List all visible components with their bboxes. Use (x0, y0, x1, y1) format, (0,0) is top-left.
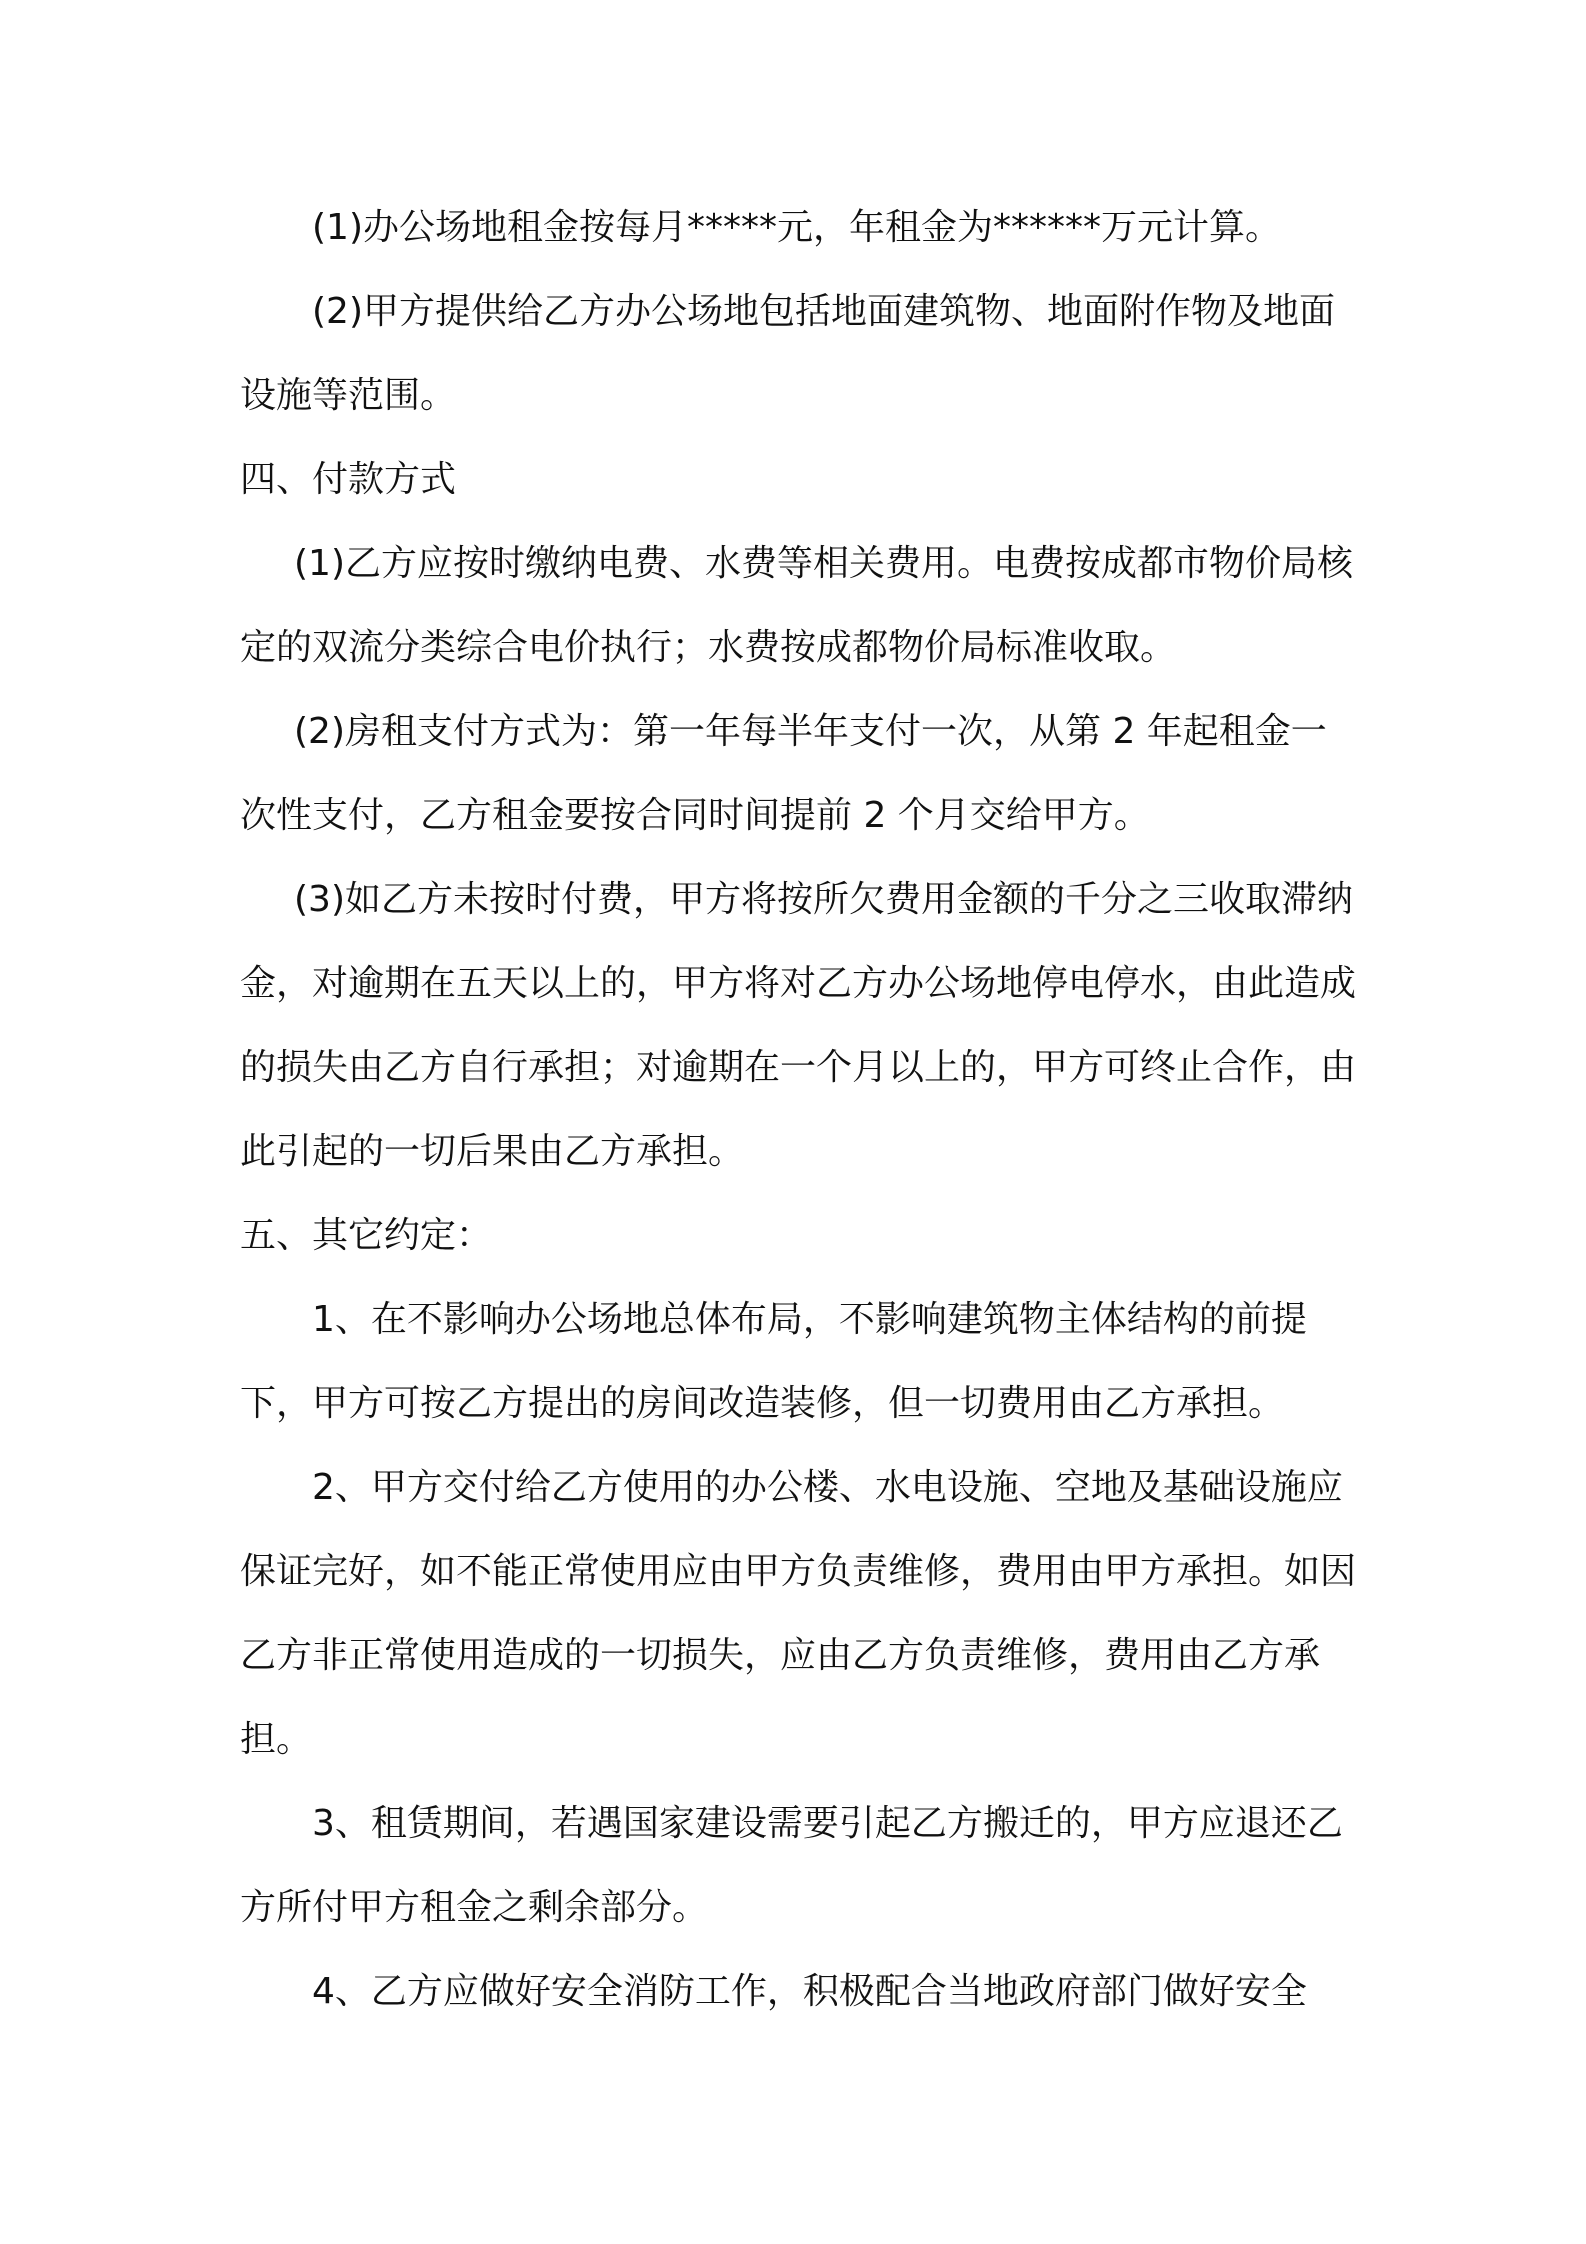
paragraph-utility-fees: (1)乙方应按时缴纳电费、水费等相关费用。电费按成都市物价局核定的双流分类综合电价执行；水费按成都物价局标准收取。 (240, 543, 1353, 668)
section-heading-payment: 四、付款方式 (240, 459, 457, 500)
paragraph-rent-payment-method: (2)房租支付方式为：第一年每半年支付一次，从第 2 年起租金一次性支付，乙方租金要按合同时间提前 2 个月交给甲方。 (240, 711, 1327, 836)
paragraph-late-payment: (3)如乙方未按时付费，甲方将按所欠费用金额的千分之三收取滞纳金，对逾期在五天以上的，甲方将对乙方办公场地停电停水，由此造成的损失由乙方自行承担；对逾期在一个月以上的，甲方可终止合作，由此引起的一切后果由乙方承担。 (240, 879, 1357, 1172)
paragraph-office-scope: (2)甲方提供给乙方办公场地包括地面建筑物、地面附作物及地面设施等范围。 (240, 291, 1335, 416)
paragraph-rent-amount: (1)办公场地租金按每月*****元，年租金为******万元计算。 (312, 207, 1281, 248)
paragraph-term-2: 2、甲方交付给乙方使用的办公楼、水电设施、空地及基础设施应保证完好，如不能正常使用应由甲方负责维修，费用由甲方承担。如因乙方非正常使用造成的一切损失，应由乙方负责维修，费用由乙方承担。 (240, 1467, 1357, 1760)
paragraph-term-1: 1、在不影响办公场地总体布局，不影响建筑物主体结构的前提下，甲方可按乙方提出的房间改造装修，但一切费用由乙方承担。 (240, 1299, 1307, 1424)
section-heading-other-terms: 五、其它约定： (240, 1215, 493, 1256)
paragraph-term-4: 4、乙方应做好安全消防工作，积极配合当地政府部门做好安全 (312, 1971, 1307, 2012)
paragraph-term-3: 3、租赁期间，若遇国家建设需要引起乙方搬迁的，甲方应退还乙方所付甲方租金之剩余部分。 (240, 1803, 1343, 1928)
